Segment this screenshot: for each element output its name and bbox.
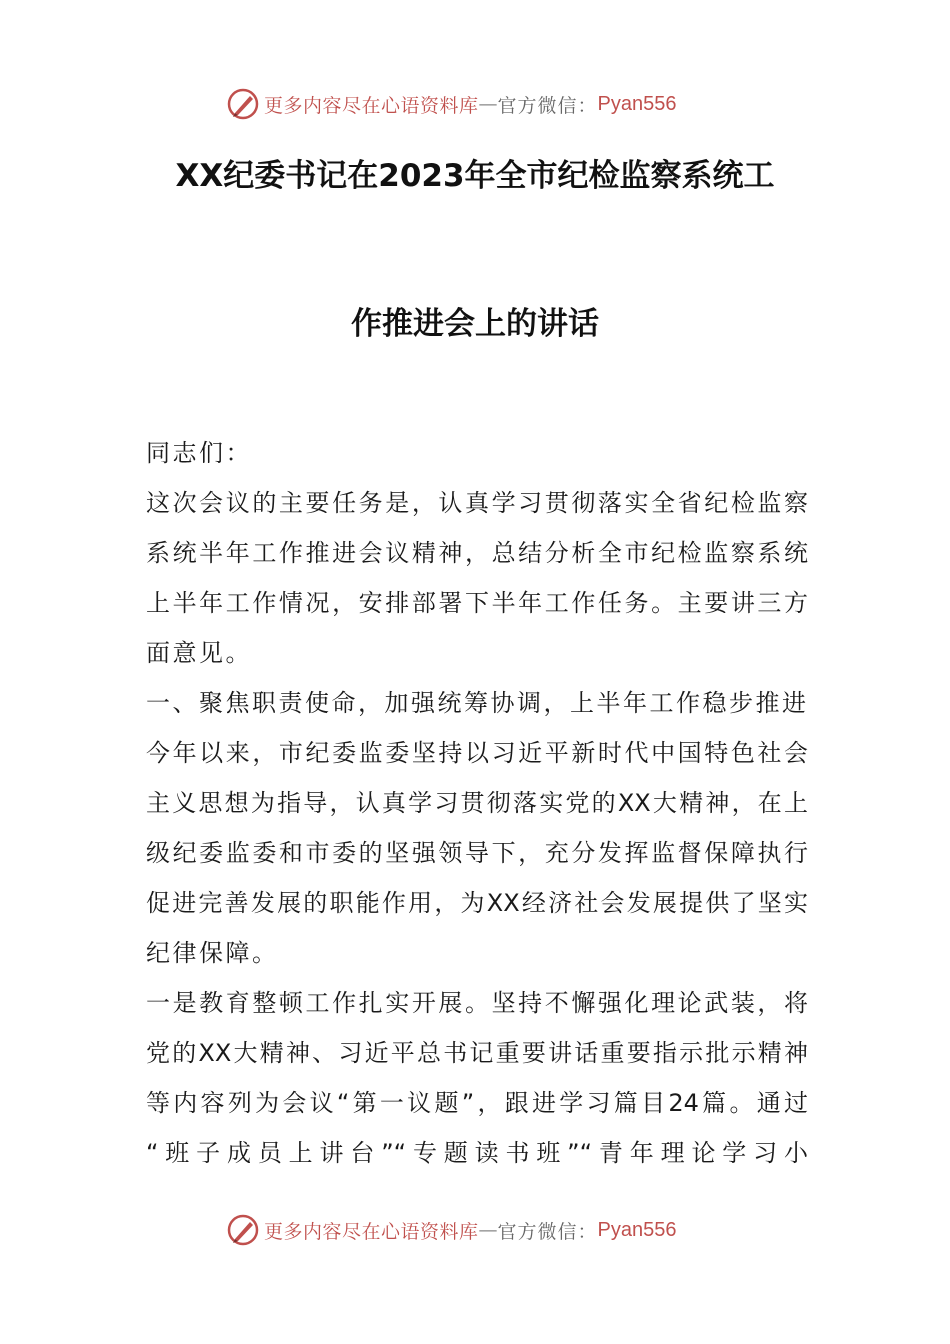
body-line: 今年以来，市纪委监委坚持以习近平新时代中国特色社会: [146, 739, 808, 767]
body-line: 同志们：: [146, 439, 252, 467]
body-line: 系统半年工作推进会议精神，总结分析全市纪检监察系统: [146, 539, 808, 567]
watermark-official-label: 官方微信：: [497, 94, 598, 117]
body-line: 一是教育整顿工作扎实开展。坚持不懈强化理论武装，将: [146, 989, 808, 1017]
watermark-official-label: 官方微信：: [497, 1220, 598, 1243]
body-line: 级纪委监委和市委的坚强领导下，充分发挥监督保障执行: [146, 839, 808, 867]
pen-logo-icon: [226, 1213, 260, 1247]
section-heading: 一、聚焦职责使命，加强统筹协调，上半年工作稳步推进: [146, 689, 809, 717]
body-line: 面意见。: [146, 639, 252, 667]
watermark-separator: —: [478, 93, 498, 115]
watermark-separator: —: [478, 1219, 498, 1241]
footer-watermark: [226, 1210, 677, 1250]
watermark-brand: 更多内容尽在心语资料库: [264, 1220, 479, 1243]
body-line: 党的XX大精神、习近平总书记重要讲话重要指示批示精神: [146, 1039, 808, 1067]
body-line: 主义思想为指导，认真学习贯彻落实党的XX大精神，在上: [146, 789, 808, 817]
header-watermark: [226, 84, 677, 124]
pen-logo-icon: [226, 87, 260, 121]
watermark-wechat-id: Pyan556: [597, 92, 677, 115]
body-line: 促进完善发展的职能作用，为XX经济社会发展提供了坚实: [146, 889, 808, 917]
body-line: 等内容列为会议“第一议题”，跟进学习篇目24篇。通过: [146, 1089, 808, 1117]
document-title-line-2: 作推进会上的讲话: [351, 306, 599, 342]
body-line: 纪律保障。: [146, 939, 279, 967]
document-body: [146, 428, 808, 1178]
document-title-line-1: XX纪委书记在2023年全市纪检监察系统工: [175, 158, 775, 194]
body-line: 这次会议的主要任务是，认真学习贯彻落实全省纪检监察: [146, 489, 808, 517]
body-line: 上半年工作情况，安排部署下半年工作任务。主要讲三方: [146, 589, 808, 617]
watermark-brand: 更多内容尽在心语资料库: [264, 94, 479, 117]
watermark-wechat-id: Pyan556: [597, 1218, 677, 1241]
body-line: “班子成员上讲台”“专题读书班”“青年理论学习小: [146, 1139, 808, 1167]
